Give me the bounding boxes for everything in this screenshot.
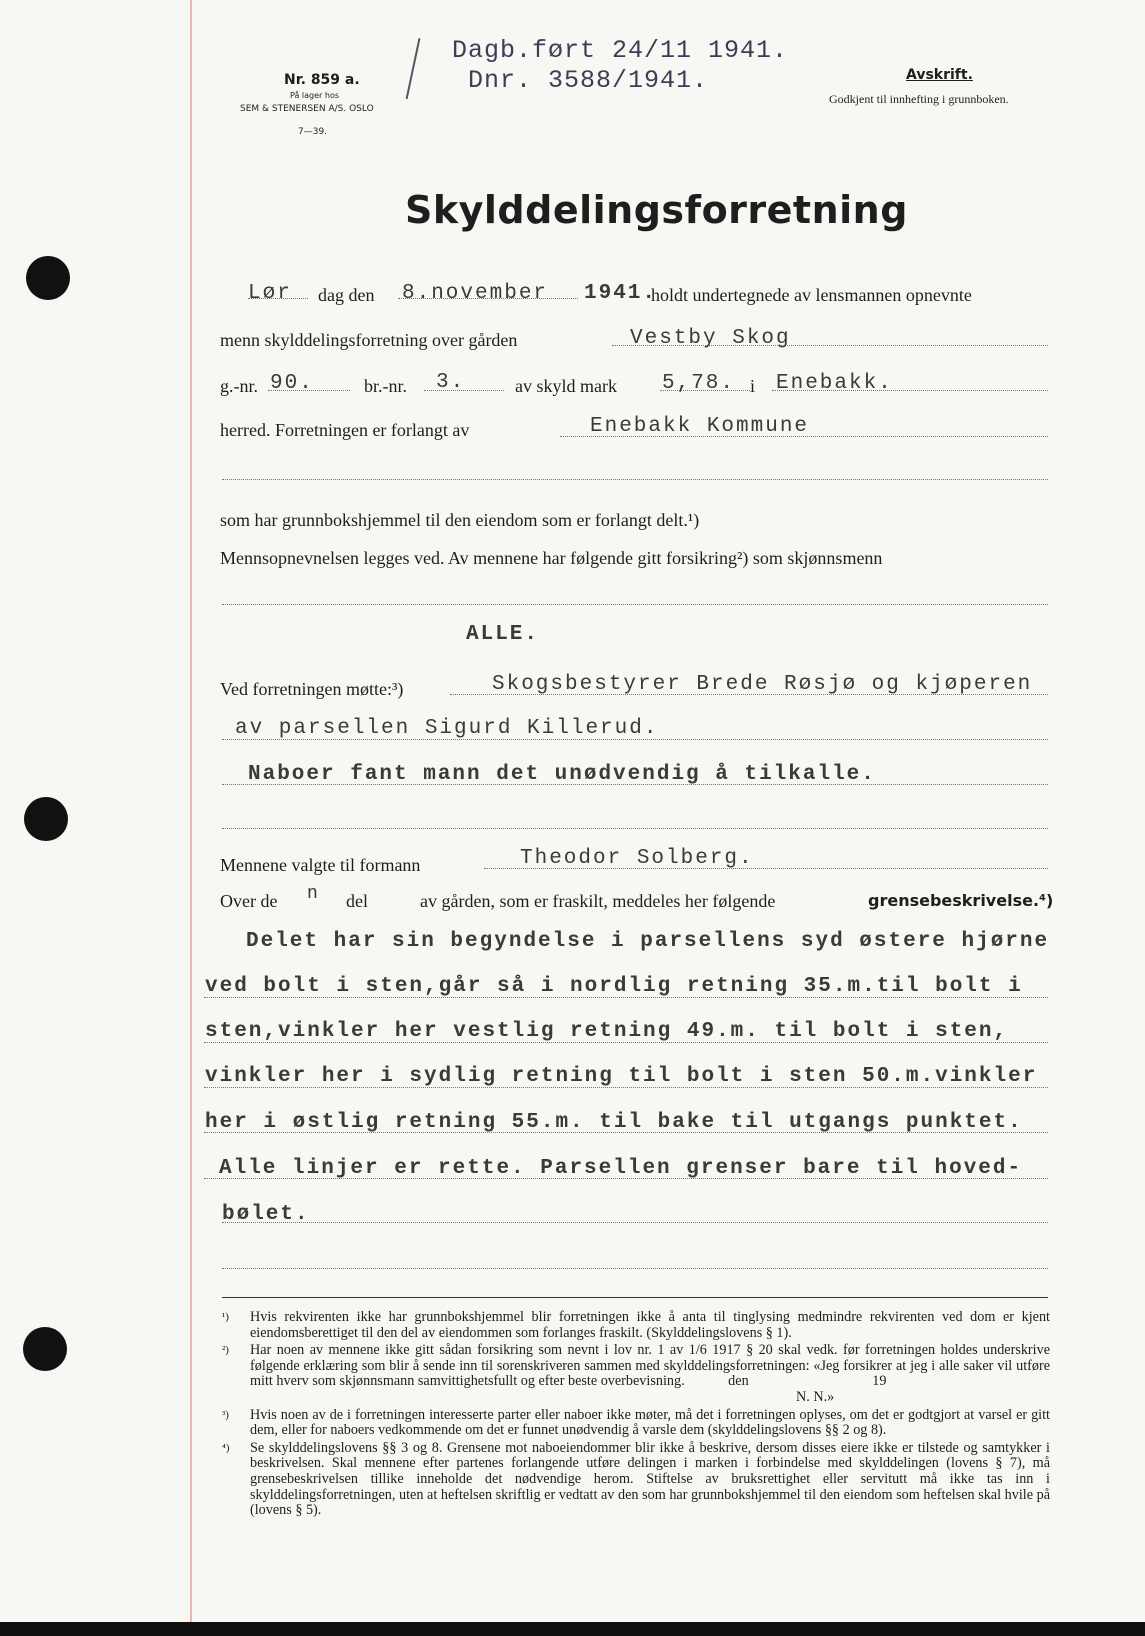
footnote: ²) Har noen av mennene ikke gitt sådan forsikring som nevnt i lov nr. 1 av 1/6 1917 § 20 skal vedk. før forretningen holdes underskrive følgende erklæring som blir å sende inn til sorenskriveren sammen med skylddelingsforretningen: «Jeg forsikrer at jeg i alle saker vil utføre mitt hverv som skjønnsmann samvittighetsfullt og efter beste overbevisning. den 19 N. N.» [222, 1342, 1050, 1405]
intro-line5: som har grunnbokshjemmel til den eiendom som er forlangt delt.¹) [220, 510, 700, 530]
copy-note: Godkjent til innhefting i grunnboken. [829, 92, 1009, 106]
farm-name: Vestby Skog [630, 327, 791, 350]
journal-stamp-line2: Dnr. 3588/1941. [468, 66, 709, 95]
scan-edge [0, 1622, 1145, 1636]
fraction-value: n [307, 884, 320, 904]
footnotes [222, 1310, 1050, 1521]
intro-line2-text: menn skylddelingsforretning over gården [220, 330, 518, 350]
form-number: Nr. 859 a. [284, 72, 360, 88]
part-tail-bold: grensebeskrivelse.⁴) [868, 891, 1054, 910]
del-label: del [346, 891, 368, 911]
chairman-label: Mennene valgte til formann [220, 855, 421, 875]
pen-mark [406, 38, 425, 100]
meeting-line1: Skogsbestyrer Brede Røsjø og kjøperen [492, 673, 1033, 696]
meeting-line3: Naboer fant mann det unødvendig å tilkalle. [248, 763, 876, 786]
bnr-label: br.-nr. [364, 376, 407, 396]
meeting-line2: av parsellen Sigurd Killerud. [235, 717, 659, 740]
gnr-value: 90. [270, 372, 314, 395]
chairman-name: Theodor Solberg. [520, 847, 754, 870]
date-value: 8.november [402, 282, 549, 305]
meeting-label: Ved forretningen møtte:³) [220, 679, 404, 699]
boundary-line: bølet. [222, 1203, 310, 1226]
bnr-value: 3. [436, 371, 466, 394]
punch-hole-icon [26, 256, 70, 300]
intro-line6: Mennsopnevnelsen legges ved. Av mennene har følgende gitt forsikring²) som skjønnsmenn [220, 548, 883, 568]
publisher-line2: SEM & STENERSEN A/S. OSLO [240, 104, 374, 114]
boundary-line: ved bolt i sten,går så i nordlig retning 35.m.til bolt i [205, 975, 1023, 998]
footnote-divider [222, 1297, 1048, 1298]
boundary-line: Delet har sin begyndelse i parsellens syd østere hjørne [246, 930, 1050, 953]
page-title: Skylddelingsforretning [405, 188, 908, 232]
gnr-label: g.-nr. [220, 376, 258, 396]
footnote: ⁴) Se skylddelingslovens §§ 3 og 8. Grensene mot naboeiendommer blir ikke å beskrive, dersom disses eiere ikke er tilstede og samtykker i beskrivelsen. Skal mennene efter partenes forlangende utføre delingen i marken i forbindelse med skylddelingen (lovens § 7), må grensebeskrivelsen tillike inneholde det nødvendige herom. Stiftelse av bruksrettighet eller servitutt må ikke tas inn i skylddelingsforretningen, uten at heftelsen skriftlig er vedtatt av den som har grunnbokshjemmel til den eiendom som heftelsen skal hvile på (lovens § 5). [222, 1439, 1050, 1519]
punch-hole-icon [23, 1327, 67, 1371]
i-label: i [750, 376, 756, 396]
footnote: ¹) Hvis rekvirenten ikke har grunnbokshjemmel blir forretningen ikke å anta til tinglysing medmindre rekvirenten ved dom er kjent eiendomsberettiget til den del av eiendommen som forlanges fraskilt. (Skylddelingslovens § 1). [222, 1309, 1050, 1341]
dag-den-label: dag den [318, 285, 375, 305]
part-tail-text: av gården, som er fraskilt, meddeles her følgende [420, 891, 776, 911]
skyld-label: av skyld mark [515, 376, 617, 396]
boundary-line: sten,vinkler her vestlig retning 49.m. til bolt i sten, [205, 1020, 1009, 1043]
sworn-value: ALLE. [466, 623, 540, 646]
requester-value: Enebakk Kommune [590, 415, 810, 438]
boundary-line: vinkler her i sydlig retning til bolt i sten 50.m.vinkler [205, 1065, 1038, 1088]
weekday-value: Lør [248, 282, 292, 305]
copy-label: Avskrift. [906, 67, 973, 83]
red-margin-line [190, 0, 192, 1636]
intro-line1-tail: holdt undertegnede av lensmannen opnevnte [651, 285, 972, 305]
skyld-value: 5,78. [662, 372, 736, 395]
punch-hole-icon [24, 797, 68, 841]
municipality-value: Enebakk. [776, 372, 893, 395]
publisher-date: 7—39. [298, 127, 328, 137]
boundary-line: her i østlig retning 55.m. til bake til utgangs punktet. [205, 1111, 1023, 1134]
boundary-line: Alle linjer er rette. Parsellen grenser bare til hoved- [219, 1157, 1023, 1180]
herred-text: herred. Forretningen er forlangt av [220, 420, 470, 440]
over-de-label: Over de [220, 891, 278, 911]
journal-stamp-line1: Dagb.ført 24/11 1941. [452, 36, 789, 65]
footnote: ³) Hvis noen av de i forretningen interesserte parter eller naboer ikke møter, må det i forretningen oplyses, om det er godtgjort at varsel er gitt dem, eller for naboers vedkommende om det er funnet unødvendig å varsle dem (skylddelingslovens §§ 2 og 8). [222, 1406, 1050, 1439]
year-value: 1941. [584, 282, 658, 305]
publisher-line1: På lager hos [290, 91, 339, 100]
